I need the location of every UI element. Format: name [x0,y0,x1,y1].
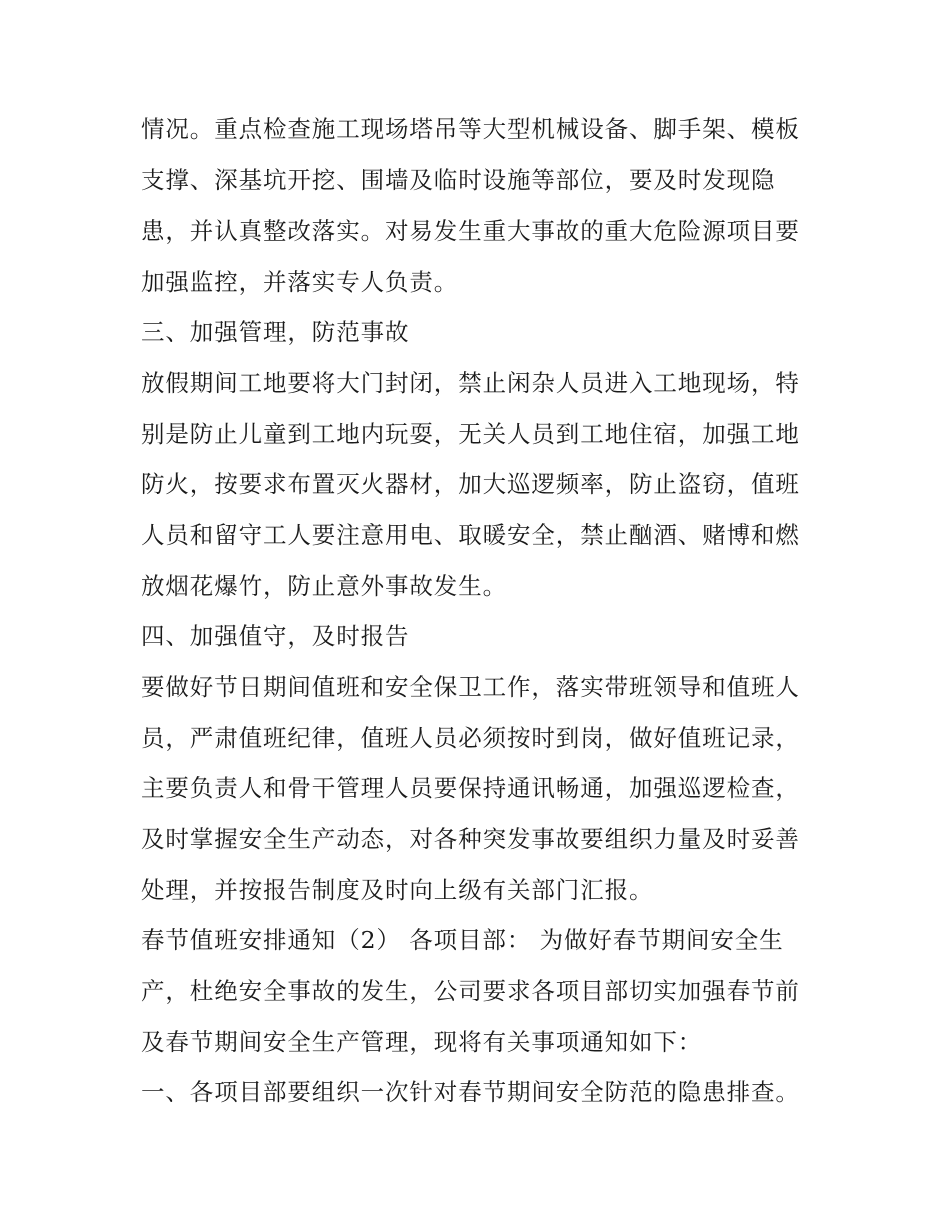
text-line-1: 情况。重点检查施工现场塔吊等大型机械设备、脚手架、模板 [141,115,800,143]
section-heading-3: 三、加强管理，防范事故 [141,318,410,346]
text-line-16: 处理，并按报告制度及时向上级有关部门汇报。 [141,876,654,904]
text-line-2: 支撑、深基坑开挖、围墙及临时设施等部位，要及时发现隐 [141,166,776,194]
text-line-7: 别是防止儿童到工地内玩耍，无关人员到工地住宿，加强工地 [141,420,800,448]
text-line-12: 要做好节日期间值班和安全保卫工作，落实带班领导和值班人 [141,673,800,701]
text-line-14: 主要负责人和骨干管理人员要保持通讯畅通，加强巡逻检查， [141,774,800,802]
text-line-6: 放假期间工地要将大门封闭，禁止闲杂人员进入工地现场，特 [141,369,800,397]
text-line-3: 患，并认真整改落实。对易发生重大事故的重大危险源项目要 [141,217,800,245]
text-line-13: 员，严肃值班纪律，值班人员必须按时到岗，做好值班记录， [141,724,800,752]
text-line-18: 产，杜绝安全事故的发生，公司要求各项目部切实加强春节前 [141,977,800,1005]
text-line-9: 人员和留守工人要注意用电、取暖安全，禁止酗酒、赌博和燃 [141,521,800,549]
text-line-19: 及春节期间安全生产管理，现将有关事项通知如下： [141,1028,703,1056]
text-line-15: 及时掌握安全生产动态，对各种突发事故要组织力量及时妥善 [141,825,800,853]
text-line-8: 防火，按要求布置灭火器材，加大巡逻频率，防止盗窃，值班 [141,470,800,498]
text-line-20: 一、各项目部要组织一次针对春节期间安全防范的隐患排查。 [141,1078,800,1106]
section-heading-4: 四、加强值守，及时报告 [141,622,410,650]
text-line-4: 加强监控，并落实专人负责。 [141,268,459,296]
text-line-10: 放烟花爆竹，防止意外事故发生。 [141,572,507,600]
notice-title-line: 春节值班安排通知（2） 各项目部： 为做好春节期间安全生 [141,926,784,954]
